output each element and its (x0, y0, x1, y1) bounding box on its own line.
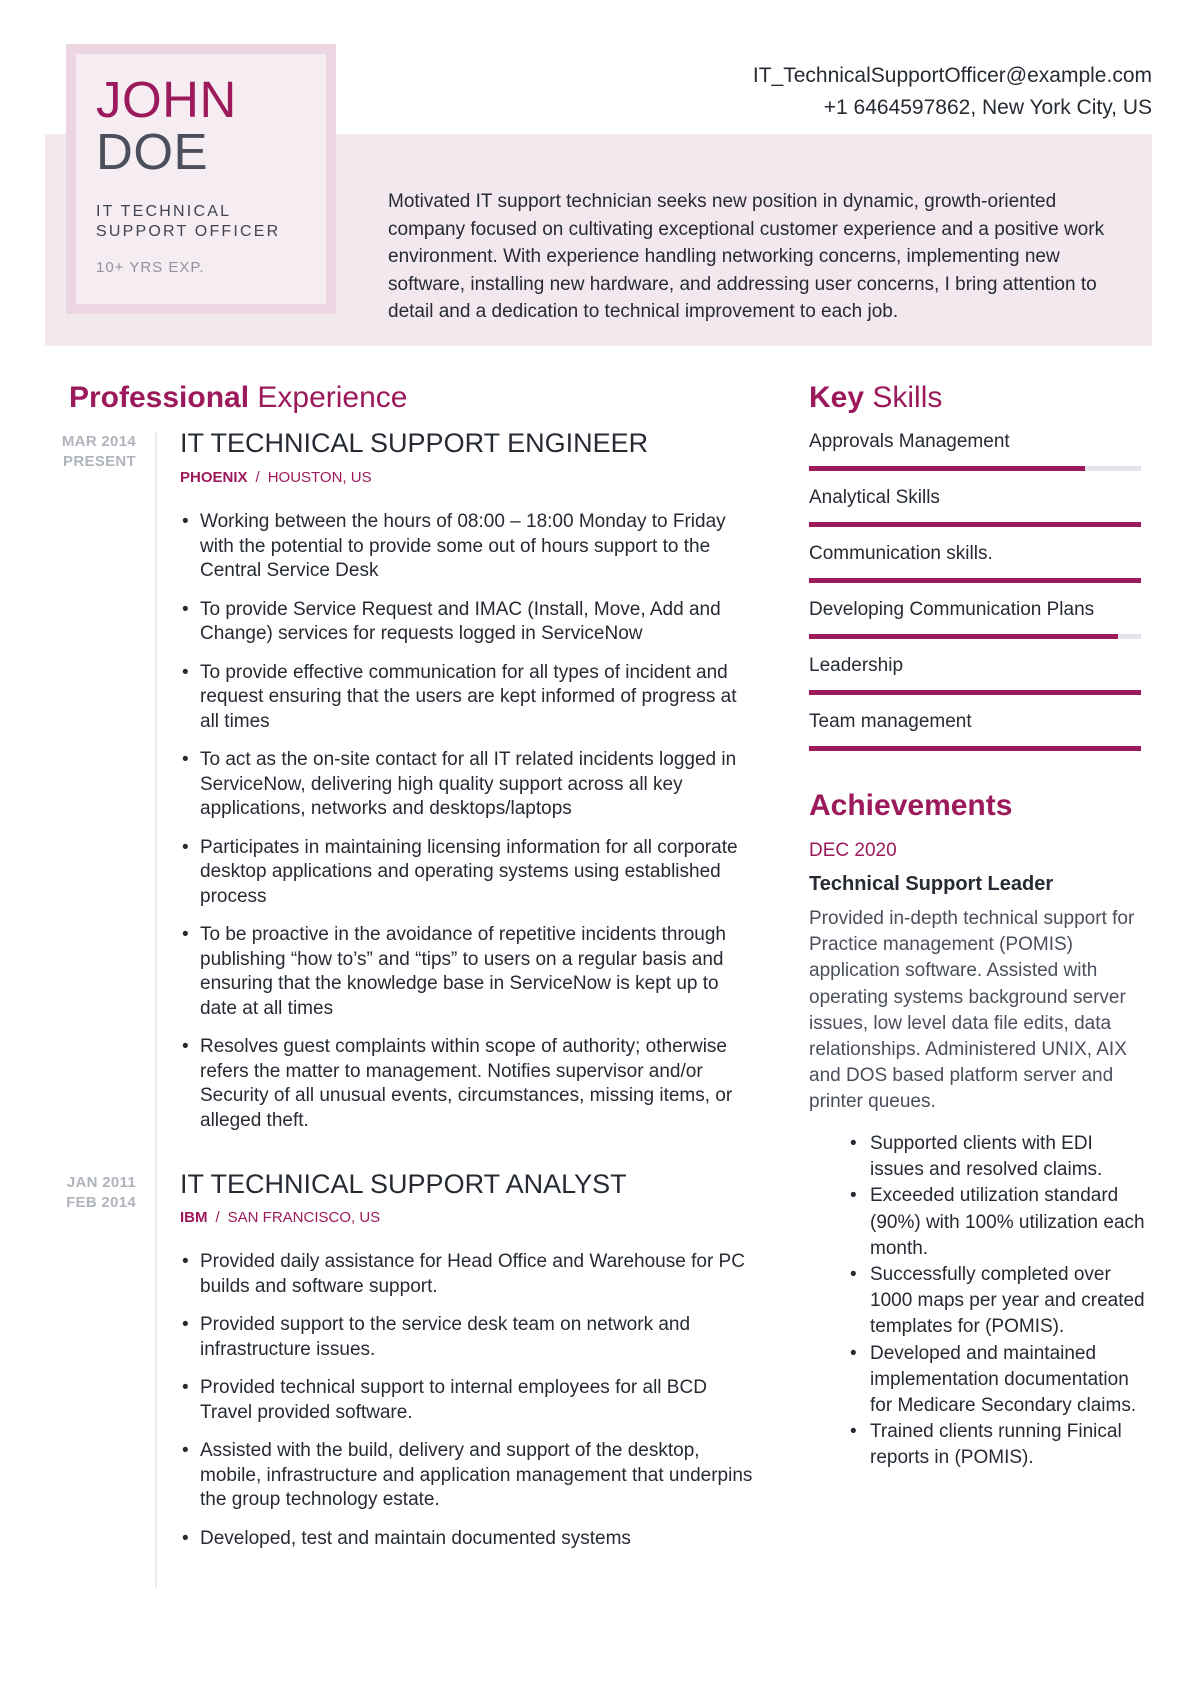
job-duties-list (180, 1250, 760, 1565)
skill-name: Leadership (809, 655, 904, 676)
skill-name: Communication skills. (809, 543, 993, 564)
skill-bar-fill (809, 578, 1141, 583)
list-item: • To be proactive in the avoidance of repetitive incidents through publishing “how to’s” and “tips” to users on a regular basis and ensuring that the knowledge base in ServiceNow is kept up to date at all times (180, 923, 760, 1021)
job-employer (180, 1209, 380, 1227)
job-location: SAN FRANCISCO, US (227, 1209, 381, 1226)
list-item: • Resolves guest complaints within scope of authority; otherwise refers the matter to management. Notifies supervisor and/or Security of all unusual events, circumstances, missing items, or alleged theft. (180, 1035, 760, 1133)
skill-bar (809, 690, 1141, 695)
achievement-title: Technical Support Leader (809, 873, 1054, 895)
contact-info (753, 60, 1152, 124)
skill-bar-fill (809, 746, 1141, 751)
job-role: IT TECHNICAL SUPPORT ANALYST (180, 1169, 627, 1199)
list-item: • To provide effective communication for all types of incident and request ensuring that the users are kept informed of progress at all times (180, 661, 760, 735)
job-employer (180, 469, 372, 487)
job-role: IT TECHNICAL SUPPORT ENGINEER (180, 428, 649, 458)
experience-heading-rest: Experience (249, 381, 408, 414)
skill-bar (809, 578, 1141, 583)
list-item: • Developed, test and maintain documented systems (180, 1527, 760, 1552)
list-item: • Working between the hours of 08:00 – 18:00 Monday to Friday with the potential to provide some out of hours support to the Central Service Desk (180, 510, 760, 584)
skill-bar (809, 466, 1141, 471)
skill-item (809, 710, 1141, 734)
job-location: HOUSTON, US (267, 469, 372, 486)
experience-years: 10+ YRS EXP. (96, 259, 205, 276)
job-date-start: JAN 2011 (66, 1174, 136, 1191)
company-name: IBM (180, 1209, 208, 1226)
last-name: DOE (96, 123, 209, 180)
phone-location: +1 6464597862, New York City, US (823, 96, 1152, 119)
skill-item (809, 430, 1141, 454)
list-item: • To act as the on-site contact for all IT related incidents logged in ServiceNow, delivering high quality support across all key applications, networks and desktops/laptops (180, 748, 760, 822)
first-name: JOHN (96, 71, 237, 128)
skill-bar-fill (809, 466, 1085, 471)
job-date-start: MAR 2014 (61, 433, 136, 450)
skill-bar-fill (809, 690, 1141, 695)
skill-bar-fill (809, 522, 1141, 527)
employer-separator: / (215, 1209, 220, 1226)
skill-item (809, 598, 1141, 622)
skill-bar (809, 522, 1141, 527)
job-title-line-1: IT TECHNICAL (96, 203, 232, 220)
skill-name: Analytical Skills (809, 487, 940, 508)
job-title-line-2: SUPPORT OFFICER (96, 223, 281, 240)
achievements-heading: Achievements (809, 789, 1013, 822)
experience-heading-bold: Professional (69, 381, 250, 414)
skills-heading-bold: Key (809, 381, 865, 414)
timeline-line (155, 432, 157, 1587)
list-item: • Participates in maintaining licensing information for all corporate desktop applications and operating systems using established process (180, 836, 760, 910)
job-date-end: PRESENT (63, 453, 136, 470)
email-link[interactable]: IT_TechnicalSupportOfficer@example.com (752, 64, 1152, 87)
list-item: • Provided technical support to internal employees for all BCD Travel provided software. (180, 1376, 760, 1425)
list-item: • Successfully completed over 1000 maps per year and created templates for (POMIS). (850, 1262, 1150, 1341)
skills-heading (809, 380, 942, 416)
achievement-description: Provided in-depth technical support for Practice management (POMIS) application software. Assisted with operating systems background server issues, low level data file edits, data relationships. Administered UNIX, AIX and DOS based platform server and printer queues. (809, 908, 1135, 1113)
skill-bar (809, 746, 1141, 751)
experience-heading (69, 380, 408, 416)
company-name: PHOENIX (180, 469, 248, 486)
job-duties-list (180, 510, 760, 1147)
list-item: • Provided support to the service desk team on network and infrastructure issues. (180, 1313, 760, 1362)
skills-heading-rest: Skills (864, 381, 943, 414)
list-item: • Exceeded utilization standard (90%) with 100% utilization each month. (850, 1183, 1150, 1262)
profile-summary: Motivated IT support technician seeks new position in dynamic, growth-oriented company focused on cultivating exceptional customer experience and a positive work environment. With experience handling networking concerns, implementing new software, installing new hardware, and addressing user concerns, I bring attention to detail and a dedication to technical improvement to each job. (388, 191, 1105, 322)
job-date-end: FEB 2014 (66, 1194, 136, 1211)
list-item: • Trained clients running Finical reports in (POMIS). (850, 1419, 1150, 1471)
job-dates (46, 1173, 136, 1213)
list-item: • Supported clients with EDI issues and resolved claims. (850, 1131, 1150, 1183)
skill-bar (809, 634, 1141, 639)
list-item: • Assisted with the build, delivery and support of the desktop, mobile, infrastructure and application management that underpins the group technology estate. (180, 1439, 760, 1513)
achievement-list (850, 1131, 1150, 1472)
list-item: • Developed and maintained implementation documentation for Medicare Secondary claims. (850, 1341, 1150, 1420)
skill-name: Developing Communication Plans (809, 599, 1095, 620)
job-title (96, 202, 280, 242)
achievement-date: DEC 2020 (809, 840, 897, 861)
skill-name: Team management (809, 711, 972, 732)
employer-separator: / (255, 469, 260, 486)
skill-item (809, 654, 1141, 678)
skill-name: Approvals Management (809, 431, 1010, 452)
list-item: • Provided daily assistance for Head Office and Warehouse for PC builds and software support. (180, 1250, 760, 1299)
skill-item (809, 486, 1141, 510)
list-item: • To provide Service Request and IMAC (Install, Move, Add and Change) services for requests logged in ServiceNow (180, 598, 760, 647)
job-dates (46, 432, 136, 472)
skill-item (809, 542, 1141, 566)
skill-bar-fill (809, 634, 1118, 639)
